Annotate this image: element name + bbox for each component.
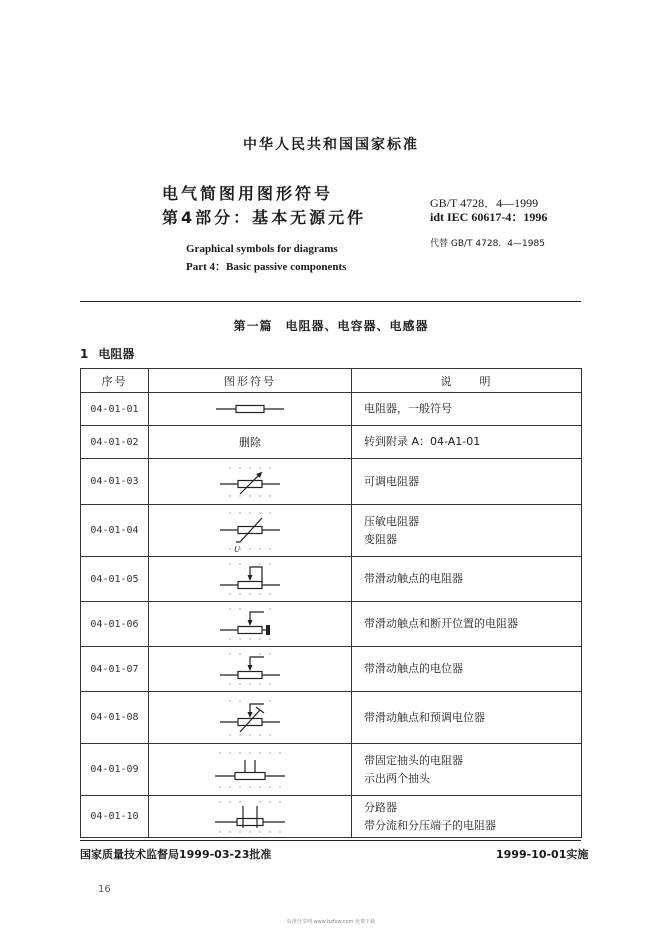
title-cn-line1: 电气简图用图形符号 [162, 184, 334, 203]
row-id: 04-01-02 [81, 426, 149, 459]
row-id: 04-01-10 [81, 796, 149, 838]
sliding-contact-resistor-icon [149, 557, 352, 602]
row-id: 04-01-08 [81, 692, 149, 744]
row-desc [352, 602, 582, 647]
table-row [81, 393, 582, 426]
tapped-resistor-icon [149, 744, 352, 796]
row-id: 04-01-01 [81, 393, 149, 426]
table-row [81, 459, 582, 505]
row-desc [352, 692, 582, 744]
approval-note: 国家质量技术监督局1999-03-23批准 [80, 848, 272, 861]
desc-line1: 带固定抽头的电阻器 [364, 753, 463, 767]
row-id: 04-01-05 [81, 557, 149, 602]
desc-line1: 带滑动触点和断开位置的电阻器 [364, 617, 518, 630]
desc-line1: 分路器 [364, 800, 397, 814]
voltage-label: U [234, 544, 240, 554]
header-desc: 说 明 [352, 369, 582, 393]
header-seq: 序号 [81, 369, 149, 393]
row-id: 04-01-09 [81, 744, 149, 796]
potentiometer-icon [149, 647, 352, 692]
row-desc [352, 505, 582, 557]
title-en-line1: Graphical symbols for diagrams [186, 243, 338, 255]
row-id: 04-01-06 [81, 602, 149, 647]
row-desc [352, 459, 582, 505]
title-en-line2: Part 4：Basic passive components [186, 261, 347, 273]
watermark-text: 标准分享网 www.bzfxw.com 免费下载 [287, 919, 375, 925]
desc-line1: 带滑动触点的电阻器 [364, 572, 463, 585]
table-row [81, 557, 582, 602]
section-number: 1 [80, 347, 89, 361]
desc-line1: 带滑动触点和预调电位器 [364, 710, 485, 724]
desc-line1: 压敏电阻器 [364, 514, 419, 528]
row-id: 04-01-03 [81, 459, 149, 505]
standard-title-english [186, 240, 346, 276]
voltage-dependent-resistor-icon [149, 505, 352, 557]
standard-identifiers [430, 196, 547, 224]
row-desc [352, 647, 582, 692]
std-number: GB/T 4728．4—1999 [430, 196, 539, 210]
footer-rule [80, 840, 581, 841]
table-row [81, 796, 582, 838]
desc-line2: 变阻器 [364, 532, 397, 546]
row-desc [352, 557, 582, 602]
row-desc [352, 426, 582, 459]
shunt-resistor-icon [149, 796, 352, 838]
row-desc [352, 796, 582, 838]
row-desc [352, 744, 582, 796]
table-row [81, 692, 582, 744]
section-title: 电阻器 [98, 347, 135, 361]
desc-line2: 带分流和分压端子的电阻器 [364, 818, 496, 832]
standard-title-chinese [162, 182, 366, 230]
implementation-date: 1999-10-01实施 [496, 848, 589, 861]
desc-line1: 带滑动触点的电位器 [364, 662, 463, 675]
national-standard-title: 中华人民共和国国家标准 [243, 137, 419, 153]
row-id: 04-01-04 [81, 505, 149, 557]
desc-line1: 电阻器，一般符号 [364, 402, 452, 415]
row-desc [352, 393, 582, 426]
header-symbol: 图形符号 [149, 369, 352, 393]
preset-potentiometer-icon [149, 692, 352, 744]
replaces-note: 代替 GB/T 4728．4—1985 [430, 239, 545, 249]
part-heading: 第一篇 电阻器、电容器、电感器 [233, 319, 429, 333]
desc-line1: 转到附录 A：04-A1-01 [364, 435, 481, 448]
table-row [81, 426, 582, 459]
sliding-contact-off-resistor-icon [149, 602, 352, 647]
title-cn-line2: 第4部分：基本无源元件 [162, 208, 367, 227]
table-header-row [81, 369, 582, 393]
table-row [81, 647, 582, 692]
resistor-general-icon [149, 393, 352, 426]
table-row [81, 505, 582, 557]
idt-number: idt IEC 60617-4：1996 [430, 210, 548, 224]
section-heading [80, 345, 134, 362]
variable-resistor-icon [149, 459, 352, 505]
page-number: 16 [98, 884, 111, 895]
table-row [81, 744, 582, 796]
desc-line2: 示出两个抽头 [364, 771, 430, 785]
desc-line1: 可调电阻器 [364, 474, 419, 488]
table-row [81, 602, 582, 647]
symbols-table [80, 368, 582, 838]
header-rule [80, 301, 581, 302]
row-id: 04-01-07 [81, 647, 149, 692]
deleted-symbol-text: 删除 [149, 426, 352, 459]
